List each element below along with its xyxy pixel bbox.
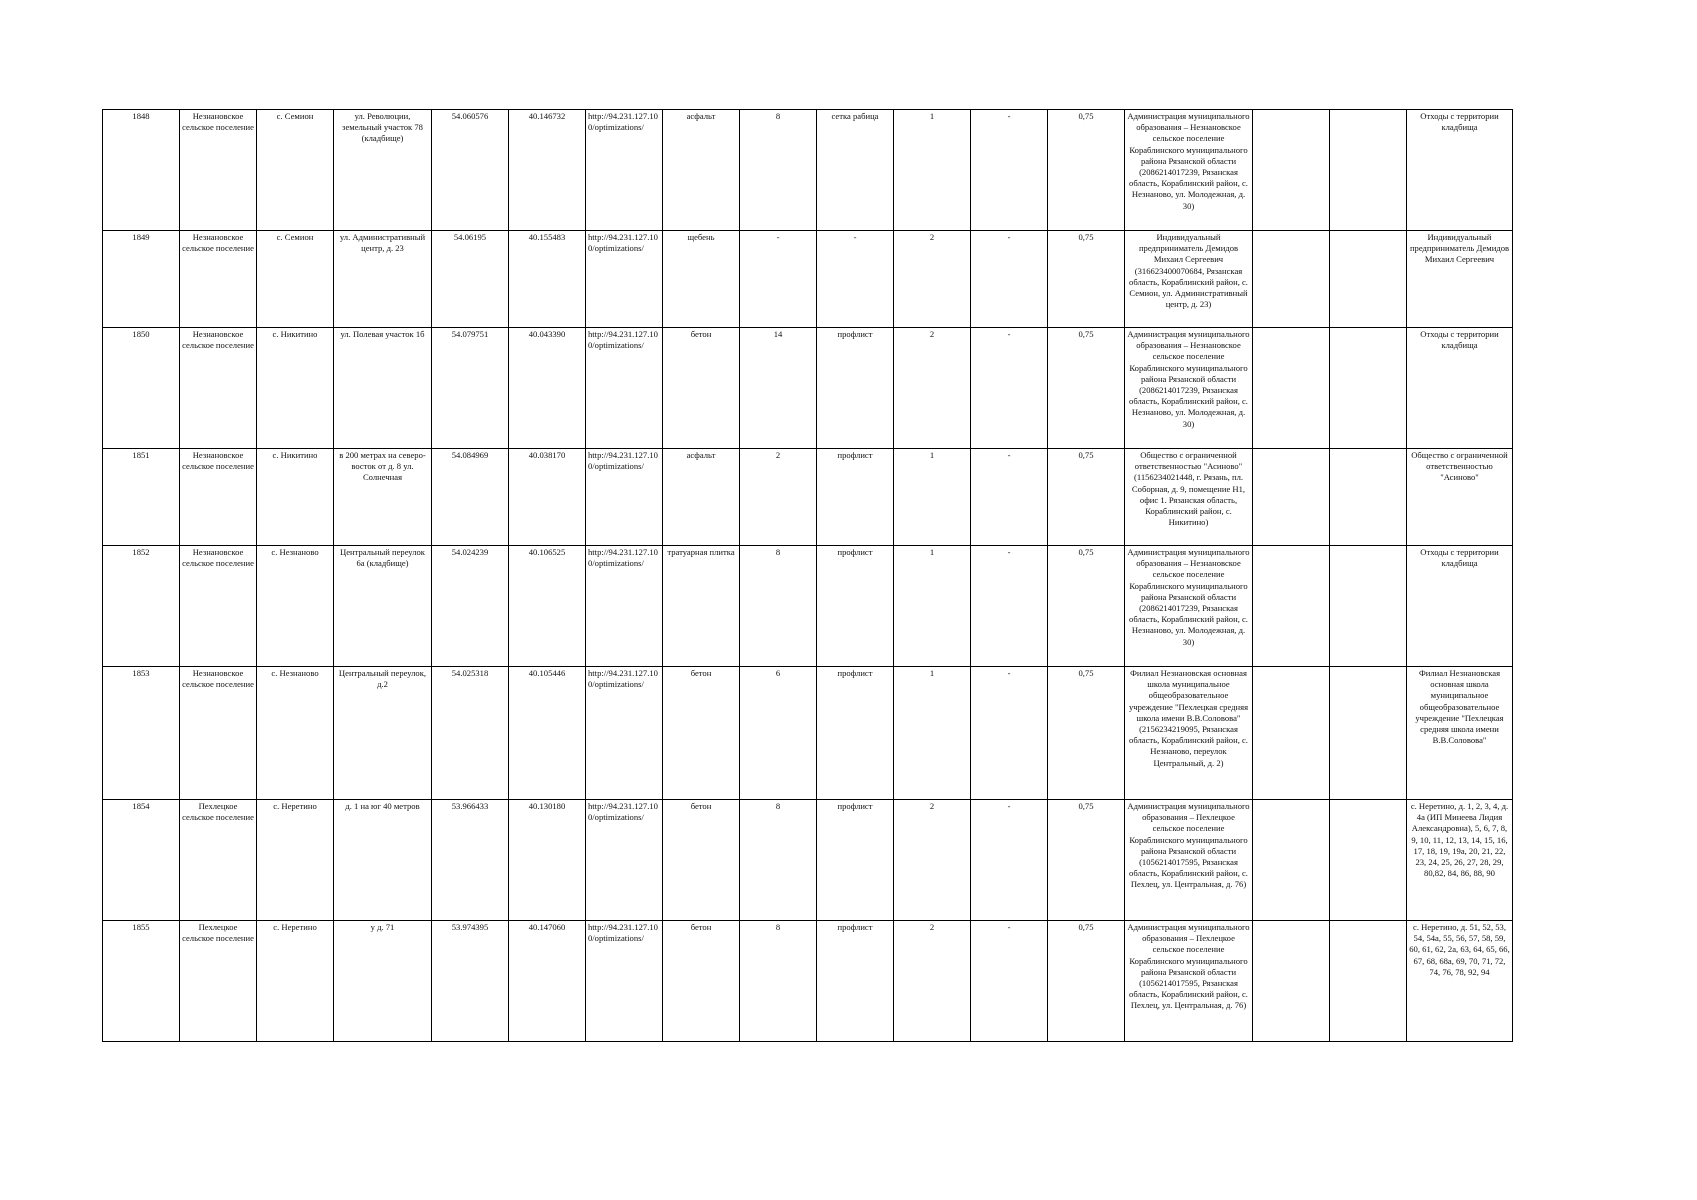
settlement-cell: Незнановское сельское поселение bbox=[180, 667, 257, 800]
area-cell: 14 bbox=[740, 328, 817, 449]
table-row bbox=[103, 921, 1513, 1042]
extra-cell-1 bbox=[1253, 110, 1330, 231]
row-number: 1850 bbox=[103, 328, 180, 449]
longitude-cell: 40.147060 bbox=[509, 921, 586, 1042]
waste-sites-table bbox=[102, 109, 1513, 1042]
longitude-cell: 40.106525 bbox=[509, 546, 586, 667]
map-link-cell[interactable]: http://94.231.127.10 0/optimizations/ bbox=[586, 546, 663, 667]
row-number: 1849 bbox=[103, 231, 180, 328]
latitude-cell: 54.084969 bbox=[432, 449, 509, 546]
volume-cell: 0,75 bbox=[1048, 110, 1125, 231]
extra-cell-1 bbox=[1253, 328, 1330, 449]
source-cell: Отходы с территории кладбища bbox=[1407, 110, 1513, 231]
volume-cell: 0,75 bbox=[1048, 231, 1125, 328]
extra-cell-2 bbox=[1330, 328, 1407, 449]
containers-cell: 1 bbox=[894, 667, 971, 800]
extra-cell-2 bbox=[1330, 449, 1407, 546]
latitude-cell: 54.025318 bbox=[432, 667, 509, 800]
owner-cell: Администрация муниципального образования – Незнановское сельское поселение Кораблинского муниципального района Рязанской области (2086214017239, Рязанская область, Кораблинский район, с. Незнаново, ул. Молодежная, д. 30) bbox=[1125, 328, 1253, 449]
surface-cell: асфальт bbox=[663, 110, 740, 231]
longitude-cell: 40.155483 bbox=[509, 231, 586, 328]
surface-cell: асфальт bbox=[663, 449, 740, 546]
address-cell: ул. Революции, земельный участок 78 (кладбище) bbox=[334, 110, 432, 231]
surface-cell: щебень bbox=[663, 231, 740, 328]
settlement-cell: Незнановское сельское поселение bbox=[180, 449, 257, 546]
planned-cell: - bbox=[971, 921, 1048, 1042]
source-cell: Отходы с территории кладбища bbox=[1407, 328, 1513, 449]
latitude-cell: 54.06195 bbox=[432, 231, 509, 328]
table-row bbox=[103, 231, 1513, 328]
map-link-cell[interactable]: http://94.231.127.10 0/optimizations/ bbox=[586, 449, 663, 546]
containers-cell: 2 bbox=[894, 328, 971, 449]
area-cell: 6 bbox=[740, 667, 817, 800]
row-number: 1855 bbox=[103, 921, 180, 1042]
planned-cell: - bbox=[971, 231, 1048, 328]
extra-cell-2 bbox=[1330, 921, 1407, 1042]
locality-cell: с. Незнаново bbox=[257, 546, 334, 667]
map-link-cell[interactable]: http://94.231.127.10 0/optimizations/ bbox=[586, 328, 663, 449]
locality-cell: с. Никитино bbox=[257, 449, 334, 546]
area-cell: - bbox=[740, 231, 817, 328]
settlement-cell: Незнановское сельское поселение bbox=[180, 231, 257, 328]
map-link-cell[interactable]: http://94.231.127.10 0/optimizations/ bbox=[586, 921, 663, 1042]
locality-cell: с. Неретино bbox=[257, 921, 334, 1042]
longitude-cell: 40.130180 bbox=[509, 800, 586, 921]
containers-cell: 1 bbox=[894, 546, 971, 667]
containers-cell: 2 bbox=[894, 921, 971, 1042]
latitude-cell: 54.079751 bbox=[432, 328, 509, 449]
extra-cell-1 bbox=[1253, 449, 1330, 546]
surface-cell: бетон bbox=[663, 667, 740, 800]
containers-cell: 2 bbox=[894, 800, 971, 921]
settlement-cell: Пехлецкое сельское поселение bbox=[180, 800, 257, 921]
source-cell: Филиал Незнановская основная школа муниципальное общеобразовательное учреждение "Пехлецкая средняя школа имени В.В.Соловова" bbox=[1407, 667, 1513, 800]
settlement-cell: Незнановское сельское поселение bbox=[180, 328, 257, 449]
map-link-cell[interactable]: http://94.231.127.10 0/optimizations/ bbox=[586, 110, 663, 231]
address-cell: в 200 метрах на северо-восток от д. 8 ул. Солнечная bbox=[334, 449, 432, 546]
extra-cell-1 bbox=[1253, 667, 1330, 800]
extra-cell-1 bbox=[1253, 800, 1330, 921]
table-row bbox=[103, 546, 1513, 667]
latitude-cell: 54.024239 bbox=[432, 546, 509, 667]
extra-cell-2 bbox=[1330, 800, 1407, 921]
volume-cell: 0,75 bbox=[1048, 328, 1125, 449]
source-cell: Общество с ограниченной ответственностью "Асиново" bbox=[1407, 449, 1513, 546]
table-row bbox=[103, 328, 1513, 449]
settlement-cell: Пехлецкое сельское поселение bbox=[180, 921, 257, 1042]
owner-cell: Администрация муниципального образования – Незнановское сельское поселение Кораблинского муниципального района Рязанской области (2086214017239, Рязанская область, Кораблинский район, с. Незнаново, ул. Молодежная, д. 30) bbox=[1125, 110, 1253, 231]
owner-cell: Филиал Незнановская основная школа муниципальное общеобразовательное учреждение "Пехлецкая средняя школа имени В.В.Соловова" (2156234219095, Рязанская область, Кораблинский район, с. Незнаново, переулок Центральный, д. 2) bbox=[1125, 667, 1253, 800]
row-number: 1853 bbox=[103, 667, 180, 800]
planned-cell: - bbox=[971, 449, 1048, 546]
fence-cell: сетка рабица bbox=[817, 110, 894, 231]
surface-cell: тратуарная плитка bbox=[663, 546, 740, 667]
address-cell: Центральный переулок 6а (кладбище) bbox=[334, 546, 432, 667]
row-number: 1848 bbox=[103, 110, 180, 231]
latitude-cell: 53.974395 bbox=[432, 921, 509, 1042]
settlement-cell: Незнановское сельское поселение bbox=[180, 546, 257, 667]
volume-cell: 0,75 bbox=[1048, 546, 1125, 667]
row-number: 1854 bbox=[103, 800, 180, 921]
extra-cell-2 bbox=[1330, 110, 1407, 231]
map-link-cell[interactable]: http://94.231.127.10 0/optimizations/ bbox=[586, 800, 663, 921]
fence-cell: профлист bbox=[817, 546, 894, 667]
map-link-cell[interactable]: http://94.231.127.10 0/optimizations/ bbox=[586, 231, 663, 328]
volume-cell: 0,75 bbox=[1048, 921, 1125, 1042]
address-cell: Центральный переулок, д.2 bbox=[334, 667, 432, 800]
owner-cell: Общество с ограниченной ответственностью "Асиново"(1156234021448, г. Рязань, пл. Соборная, д. 9, помещение Н1, офис 1. Рязанская область, Кораблинский район, с. Никитино) bbox=[1125, 449, 1253, 546]
locality-cell: с. Семион bbox=[257, 231, 334, 328]
containers-cell: 1 bbox=[894, 449, 971, 546]
owner-cell: Администрация муниципального образования – Пехлецкое сельское поселение Кораблинского муниципального района Рязанской области (1056214017595, Рязанская область, Кораблинский район, с. Пехлец, ул. Центральная, д. 76) bbox=[1125, 921, 1253, 1042]
address-cell: ул. Полевая участок 1б bbox=[334, 328, 432, 449]
fence-cell: - bbox=[817, 231, 894, 328]
locality-cell: с. Незнаново bbox=[257, 667, 334, 800]
fence-cell: профлист bbox=[817, 328, 894, 449]
source-cell: Отходы с территории кладбища bbox=[1407, 546, 1513, 667]
containers-cell: 2 bbox=[894, 231, 971, 328]
latitude-cell: 53.966433 bbox=[432, 800, 509, 921]
address-cell: у д. 71 bbox=[334, 921, 432, 1042]
row-number: 1851 bbox=[103, 449, 180, 546]
table-row bbox=[103, 110, 1513, 231]
row-number: 1852 bbox=[103, 546, 180, 667]
registry-sheet bbox=[102, 109, 1510, 1042]
surface-cell: бетон bbox=[663, 328, 740, 449]
longitude-cell: 40.146732 bbox=[509, 110, 586, 231]
source-cell: Индивидуальный предприниматель Демидов Михаил Сергеевич bbox=[1407, 231, 1513, 328]
source-cell: с. Неретино, д. 51, 52, 53, 54, 54а, 55, 56, 57, 58, 59, 60, 61, 62, 2а, 63, 64, 65, 66, 67, 68, 68а, 69, 70, 71, 72, 74, 76, 78, 92, 94 bbox=[1407, 921, 1513, 1042]
planned-cell: - bbox=[971, 110, 1048, 231]
extra-cell-1 bbox=[1253, 231, 1330, 328]
fence-cell: профлист bbox=[817, 800, 894, 921]
planned-cell: - bbox=[971, 667, 1048, 800]
locality-cell: с. Семион bbox=[257, 110, 334, 231]
area-cell: 8 bbox=[740, 800, 817, 921]
table-row bbox=[103, 667, 1513, 800]
map-link-cell[interactable]: http://94.231.127.10 0/optimizations/ bbox=[586, 667, 663, 800]
volume-cell: 0,75 bbox=[1048, 667, 1125, 800]
fence-cell: профлист bbox=[817, 449, 894, 546]
surface-cell: бетон bbox=[663, 800, 740, 921]
longitude-cell: 40.038170 bbox=[509, 449, 586, 546]
owner-cell: Администрация муниципального образования – Незнановское сельское поселение Кораблинского муниципального района Рязанской области (2086214017239, Рязанская область, Кораблинский район, с. Незнаново, ул. Молодежная, д. 30) bbox=[1125, 546, 1253, 667]
extra-cell-2 bbox=[1330, 667, 1407, 800]
area-cell: 2 bbox=[740, 449, 817, 546]
fence-cell: профлист bbox=[817, 921, 894, 1042]
address-cell: д. 1 на юг 40 метров bbox=[334, 800, 432, 921]
longitude-cell: 40.043390 bbox=[509, 328, 586, 449]
address-cell: ул. Административный центр, д. 23 bbox=[334, 231, 432, 328]
settlement-cell: Незнановское сельское поселение bbox=[180, 110, 257, 231]
extra-cell-2 bbox=[1330, 546, 1407, 667]
planned-cell: - bbox=[971, 328, 1048, 449]
area-cell: 8 bbox=[740, 921, 817, 1042]
surface-cell: бетон bbox=[663, 921, 740, 1042]
planned-cell: - bbox=[971, 546, 1048, 667]
volume-cell: 0,75 bbox=[1048, 449, 1125, 546]
area-cell: 8 bbox=[740, 110, 817, 231]
table-row bbox=[103, 800, 1513, 921]
owner-cell: Индивидуальный предприниматель Демидов Михаил Сергеевич (316623400070684, Рязанская область, Кораблинский район, с. Семион, ул. Административный центр, д. 23) bbox=[1125, 231, 1253, 328]
containers-cell: 1 bbox=[894, 110, 971, 231]
locality-cell: с. Никитино bbox=[257, 328, 334, 449]
owner-cell: Администрация муниципального образования – Пехлецкое сельское поселение Кораблинского муниципального района Рязанской области (1056214017595, Рязанская область, Кораблинский район, с. Пехлец, ул. Центральная, д. 76) bbox=[1125, 800, 1253, 921]
locality-cell: с. Неретино bbox=[257, 800, 334, 921]
area-cell: 8 bbox=[740, 546, 817, 667]
planned-cell: - bbox=[971, 800, 1048, 921]
source-cell: с. Неретино, д. 1, 2, 3, 4, д. 4а (ИП Минеева Лидия Александровна), 5, 6, 7, 8, 9, 10, 11, 12, 13, 14, 15, 16, 17, 18, 19, 19а, 20, 21, 22, 23, 24, 25, 26, 27, 28, 29, 80,82, 84, 86, 88, 90 bbox=[1407, 800, 1513, 921]
extra-cell-1 bbox=[1253, 546, 1330, 667]
extra-cell-1 bbox=[1253, 921, 1330, 1042]
fence-cell: профлист bbox=[817, 667, 894, 800]
table-row bbox=[103, 449, 1513, 546]
volume-cell: 0,75 bbox=[1048, 800, 1125, 921]
latitude-cell: 54.060576 bbox=[432, 110, 509, 231]
extra-cell-2 bbox=[1330, 231, 1407, 328]
longitude-cell: 40.105446 bbox=[509, 667, 586, 800]
